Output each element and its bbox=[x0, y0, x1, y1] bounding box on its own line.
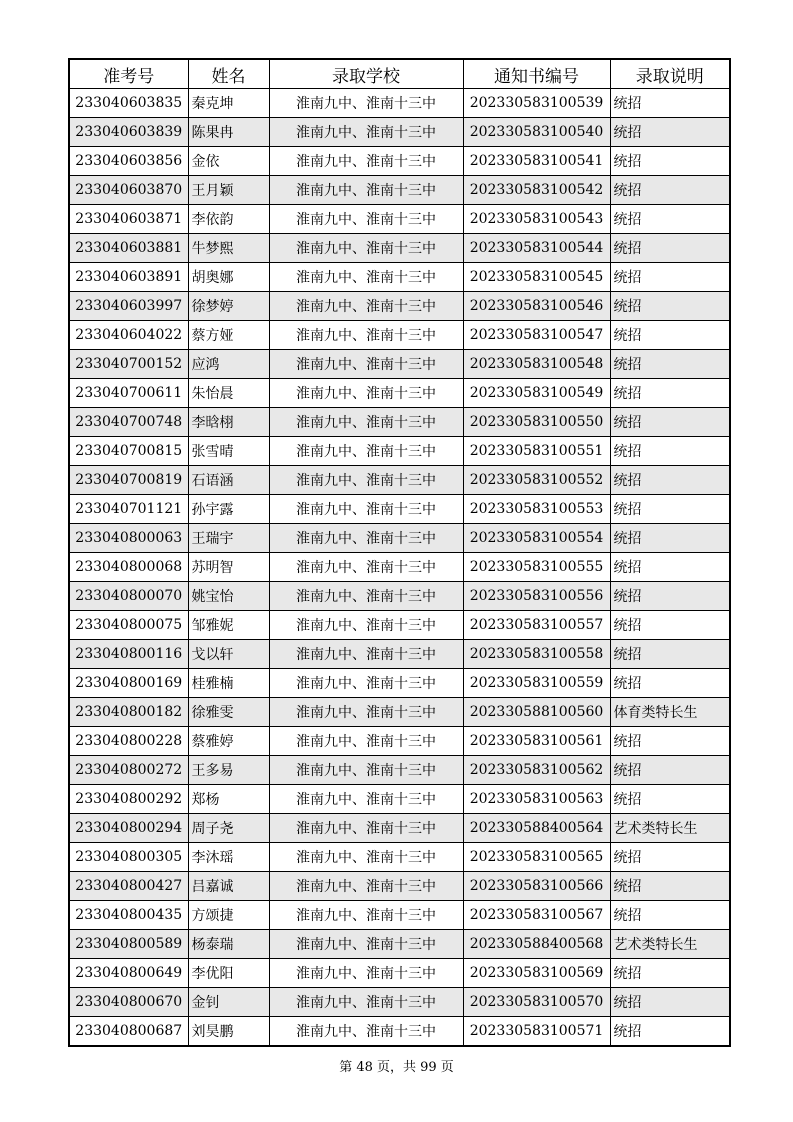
cell-notice-number: 202330583100569 bbox=[463, 959, 610, 988]
cell-exam-number: 233040800427 bbox=[69, 872, 188, 901]
cell-school: 淮南九中、淮南十三中 bbox=[269, 147, 463, 176]
cell-notice-number: 202330588400568 bbox=[463, 930, 610, 959]
page-footer: 第 48 页，共 99 页 bbox=[339, 1060, 454, 1075]
cell-name: 朱怡晨 bbox=[188, 379, 269, 408]
cell-notice-number: 202330583100542 bbox=[463, 176, 610, 205]
cell-exam-number: 233040800305 bbox=[69, 843, 188, 872]
cell-school: 淮南九中、淮南十三中 bbox=[269, 292, 463, 321]
header-name: 姓名 bbox=[188, 59, 269, 89]
cell-name: 石语涵 bbox=[188, 466, 269, 495]
cell-school: 淮南九中、淮南十三中 bbox=[269, 408, 463, 437]
cell-exam-number: 233040800169 bbox=[69, 669, 188, 698]
table-row bbox=[69, 466, 730, 495]
cell-name: 王瑞宇 bbox=[188, 524, 269, 553]
cell-school: 淮南九中、淮南十三中 bbox=[269, 698, 463, 727]
cell-notice-number: 202330583100562 bbox=[463, 756, 610, 785]
cell-name: 徐雅雯 bbox=[188, 698, 269, 727]
cell-exam-number: 233040800435 bbox=[69, 901, 188, 930]
cell-notice-number: 202330583100539 bbox=[463, 89, 610, 118]
cell-name: 徐梦婷 bbox=[188, 292, 269, 321]
cell-notice-number: 202330583100556 bbox=[463, 582, 610, 611]
cell-school: 淮南九中、淮南十三中 bbox=[269, 669, 463, 698]
cell-name: 郑杨 bbox=[188, 785, 269, 814]
cell-exam-number: 233040603835 bbox=[69, 89, 188, 118]
cell-school: 淮南九中、淮南十三中 bbox=[269, 959, 463, 988]
cell-admission-note: 统招 bbox=[610, 205, 730, 234]
cell-admission-note: 艺术类特长生 bbox=[610, 814, 730, 843]
cell-school: 淮南九中、淮南十三中 bbox=[269, 263, 463, 292]
cell-notice-number: 202330583100561 bbox=[463, 727, 610, 756]
cell-school: 淮南九中、淮南十三中 bbox=[269, 321, 463, 350]
cell-admission-note: 统招 bbox=[610, 756, 730, 785]
cell-notice-number: 202330583100565 bbox=[463, 843, 610, 872]
table-row bbox=[69, 118, 730, 147]
cell-admission-note: 统招 bbox=[610, 611, 730, 640]
cell-admission-note: 统招 bbox=[610, 89, 730, 118]
cell-notice-number: 202330583100550 bbox=[463, 408, 610, 437]
cell-exam-number: 233040800589 bbox=[69, 930, 188, 959]
cell-name: 戈以轩 bbox=[188, 640, 269, 669]
cell-school: 淮南九中、淮南十三中 bbox=[269, 756, 463, 785]
cell-admission-note: 统招 bbox=[610, 843, 730, 872]
cell-admission-note: 统招 bbox=[610, 901, 730, 930]
table-row bbox=[69, 872, 730, 901]
cell-name: 张雪晴 bbox=[188, 437, 269, 466]
cell-school: 淮南九中、淮南十三中 bbox=[269, 814, 463, 843]
cell-exam-number: 233040800292 bbox=[69, 785, 188, 814]
cell-notice-number: 202330583100559 bbox=[463, 669, 610, 698]
cell-name: 李依韵 bbox=[188, 205, 269, 234]
cell-admission-note: 统招 bbox=[610, 350, 730, 379]
cell-notice-number: 202330583100549 bbox=[463, 379, 610, 408]
table-row bbox=[69, 292, 730, 321]
table-row bbox=[69, 263, 730, 292]
cell-name: 应鸿 bbox=[188, 350, 269, 379]
cell-name: 蔡方娅 bbox=[188, 321, 269, 350]
cell-exam-number: 233040800068 bbox=[69, 553, 188, 582]
table-row bbox=[69, 321, 730, 350]
cell-admission-note: 统招 bbox=[610, 872, 730, 901]
table-row bbox=[69, 698, 730, 727]
cell-name: 牛梦熙 bbox=[188, 234, 269, 263]
table-row bbox=[69, 408, 730, 437]
table-row bbox=[69, 727, 730, 756]
cell-admission-note: 统招 bbox=[610, 727, 730, 756]
cell-admission-note: 统招 bbox=[610, 263, 730, 292]
cell-school: 淮南九中、淮南十三中 bbox=[269, 843, 463, 872]
cell-notice-number: 202330583100544 bbox=[463, 234, 610, 263]
cell-notice-number: 202330583100567 bbox=[463, 901, 610, 930]
cell-admission-note: 统招 bbox=[610, 408, 730, 437]
cell-name: 吕嘉诚 bbox=[188, 872, 269, 901]
cell-admission-note: 统招 bbox=[610, 524, 730, 553]
cell-notice-number: 202330583100554 bbox=[463, 524, 610, 553]
table-row bbox=[69, 756, 730, 785]
cell-name: 邹雅妮 bbox=[188, 611, 269, 640]
cell-exam-number: 233040800272 bbox=[69, 756, 188, 785]
cell-name: 李优阳 bbox=[188, 959, 269, 988]
cell-name: 刘昊鹏 bbox=[188, 1017, 269, 1047]
cell-exam-number: 233040603891 bbox=[69, 263, 188, 292]
header-row bbox=[69, 59, 730, 89]
table-row bbox=[69, 1017, 730, 1047]
table-row bbox=[69, 379, 730, 408]
header-admission-note: 录取说明 bbox=[610, 59, 730, 89]
header-notice-number: 通知书编号 bbox=[463, 59, 610, 89]
cell-exam-number: 233040800070 bbox=[69, 582, 188, 611]
cell-admission-note: 统招 bbox=[610, 466, 730, 495]
cell-admission-note: 统招 bbox=[610, 988, 730, 1017]
table-row bbox=[69, 814, 730, 843]
cell-school: 淮南九中、淮南十三中 bbox=[269, 611, 463, 640]
cell-exam-number: 233040800687 bbox=[69, 1017, 188, 1047]
cell-exam-number: 233040800063 bbox=[69, 524, 188, 553]
cell-name: 杨泰瑞 bbox=[188, 930, 269, 959]
cell-notice-number: 202330583100548 bbox=[463, 350, 610, 379]
cell-exam-number: 233040700815 bbox=[69, 437, 188, 466]
table-row bbox=[69, 843, 730, 872]
cell-school: 淮南九中、淮南十三中 bbox=[269, 640, 463, 669]
cell-name: 李晗栩 bbox=[188, 408, 269, 437]
cell-exam-number: 233040603997 bbox=[69, 292, 188, 321]
cell-name: 方颂捷 bbox=[188, 901, 269, 930]
cell-exam-number: 233040701121 bbox=[69, 495, 188, 524]
cell-notice-number: 202330583100551 bbox=[463, 437, 610, 466]
cell-school: 淮南九中、淮南十三中 bbox=[269, 379, 463, 408]
cell-school: 淮南九中、淮南十三中 bbox=[269, 1017, 463, 1047]
cell-school: 淮南九中、淮南十三中 bbox=[269, 988, 463, 1017]
table-row bbox=[69, 930, 730, 959]
cell-notice-number: 202330583100557 bbox=[463, 611, 610, 640]
cell-exam-number: 233040800649 bbox=[69, 959, 188, 988]
cell-name: 蔡雅婷 bbox=[188, 727, 269, 756]
cell-name: 桂雅楠 bbox=[188, 669, 269, 698]
cell-school: 淮南九中、淮南十三中 bbox=[269, 727, 463, 756]
cell-admission-note: 统招 bbox=[610, 321, 730, 350]
cell-admission-note: 统招 bbox=[610, 669, 730, 698]
cell-notice-number: 202330583100540 bbox=[463, 118, 610, 147]
cell-school: 淮南九中、淮南十三中 bbox=[269, 234, 463, 263]
cell-notice-number: 202330583100546 bbox=[463, 292, 610, 321]
cell-notice-number: 202330583100558 bbox=[463, 640, 610, 669]
cell-school: 淮南九中、淮南十三中 bbox=[269, 582, 463, 611]
cell-school: 淮南九中、淮南十三中 bbox=[269, 350, 463, 379]
cell-admission-note: 统招 bbox=[610, 785, 730, 814]
cell-notice-number: 202330588400564 bbox=[463, 814, 610, 843]
table-row bbox=[69, 901, 730, 930]
cell-school: 淮南九中、淮南十三中 bbox=[269, 176, 463, 205]
table-row bbox=[69, 669, 730, 698]
cell-admission-note: 统招 bbox=[610, 1017, 730, 1047]
cell-exam-number: 233040800182 bbox=[69, 698, 188, 727]
cell-name: 王月颖 bbox=[188, 176, 269, 205]
cell-school: 淮南九中、淮南十三中 bbox=[269, 495, 463, 524]
cell-notice-number: 202330583100553 bbox=[463, 495, 610, 524]
cell-name: 陈果冉 bbox=[188, 118, 269, 147]
cell-notice-number: 202330583100552 bbox=[463, 466, 610, 495]
cell-name: 金钊 bbox=[188, 988, 269, 1017]
cell-admission-note: 统招 bbox=[610, 176, 730, 205]
cell-name: 王多易 bbox=[188, 756, 269, 785]
cell-exam-number: 233040700152 bbox=[69, 350, 188, 379]
cell-admission-note: 统招 bbox=[610, 495, 730, 524]
cell-exam-number: 233040700819 bbox=[69, 466, 188, 495]
cell-admission-note: 艺术类特长生 bbox=[610, 930, 730, 959]
cell-notice-number: 202330583100571 bbox=[463, 1017, 610, 1047]
cell-school: 淮南九中、淮南十三中 bbox=[269, 872, 463, 901]
cell-school: 淮南九中、淮南十三中 bbox=[269, 466, 463, 495]
header-exam-number: 准考号 bbox=[69, 59, 188, 89]
cell-exam-number: 233040700748 bbox=[69, 408, 188, 437]
table-row bbox=[69, 437, 730, 466]
table-row bbox=[69, 988, 730, 1017]
cell-admission-note: 统招 bbox=[610, 379, 730, 408]
cell-admission-note: 统招 bbox=[610, 118, 730, 147]
cell-admission-note: 统招 bbox=[610, 437, 730, 466]
table-row bbox=[69, 147, 730, 176]
cell-admission-note: 统招 bbox=[610, 147, 730, 176]
table-row bbox=[69, 350, 730, 379]
cell-admission-note: 体育类特长生 bbox=[610, 698, 730, 727]
cell-exam-number: 233040604022 bbox=[69, 321, 188, 350]
admission-table bbox=[68, 58, 731, 1047]
table-row bbox=[69, 785, 730, 814]
cell-notice-number: 202330588100560 bbox=[463, 698, 610, 727]
cell-school: 淮南九中、淮南十三中 bbox=[269, 785, 463, 814]
table-row bbox=[69, 495, 730, 524]
cell-name: 周子尧 bbox=[188, 814, 269, 843]
cell-school: 淮南九中、淮南十三中 bbox=[269, 524, 463, 553]
cell-school: 淮南九中、淮南十三中 bbox=[269, 553, 463, 582]
cell-admission-note: 统招 bbox=[610, 292, 730, 321]
table-row bbox=[69, 553, 730, 582]
cell-school: 淮南九中、淮南十三中 bbox=[269, 930, 463, 959]
cell-school: 淮南九中、淮南十三中 bbox=[269, 437, 463, 466]
cell-notice-number: 202330583100563 bbox=[463, 785, 610, 814]
cell-school: 淮南九中、淮南十三中 bbox=[269, 901, 463, 930]
cell-notice-number: 202330583100570 bbox=[463, 988, 610, 1017]
cell-notice-number: 202330583100566 bbox=[463, 872, 610, 901]
cell-exam-number: 233040603881 bbox=[69, 234, 188, 263]
table-row bbox=[69, 959, 730, 988]
cell-exam-number: 233040800228 bbox=[69, 727, 188, 756]
cell-admission-note: 统招 bbox=[610, 553, 730, 582]
cell-exam-number: 233040603871 bbox=[69, 205, 188, 234]
cell-name: 姚宝怡 bbox=[188, 582, 269, 611]
header-school: 录取学校 bbox=[269, 59, 463, 89]
cell-exam-number: 233040700611 bbox=[69, 379, 188, 408]
table-row bbox=[69, 89, 730, 118]
cell-name: 胡奥娜 bbox=[188, 263, 269, 292]
cell-name: 孙宇露 bbox=[188, 495, 269, 524]
cell-admission-note: 统招 bbox=[610, 640, 730, 669]
table-row bbox=[69, 640, 730, 669]
cell-exam-number: 233040800116 bbox=[69, 640, 188, 669]
cell-name: 苏明智 bbox=[188, 553, 269, 582]
cell-exam-number: 233040800294 bbox=[69, 814, 188, 843]
cell-name: 秦克坤 bbox=[188, 89, 269, 118]
table-row bbox=[69, 205, 730, 234]
cell-name: 金依 bbox=[188, 147, 269, 176]
cell-exam-number: 233040603856 bbox=[69, 147, 188, 176]
cell-notice-number: 202330583100555 bbox=[463, 553, 610, 582]
table-row bbox=[69, 524, 730, 553]
table-row bbox=[69, 234, 730, 263]
table-row bbox=[69, 176, 730, 205]
cell-name: 李沐瑶 bbox=[188, 843, 269, 872]
cell-school: 淮南九中、淮南十三中 bbox=[269, 118, 463, 147]
cell-notice-number: 202330583100547 bbox=[463, 321, 610, 350]
cell-exam-number: 233040800670 bbox=[69, 988, 188, 1017]
cell-school: 淮南九中、淮南十三中 bbox=[269, 205, 463, 234]
cell-exam-number: 233040603839 bbox=[69, 118, 188, 147]
table-row bbox=[69, 582, 730, 611]
cell-exam-number: 233040800075 bbox=[69, 611, 188, 640]
cell-admission-note: 统招 bbox=[610, 234, 730, 263]
cell-exam-number: 233040603870 bbox=[69, 176, 188, 205]
cell-notice-number: 202330583100541 bbox=[463, 147, 610, 176]
cell-admission-note: 统招 bbox=[610, 582, 730, 611]
cell-admission-note: 统招 bbox=[610, 959, 730, 988]
cell-school: 淮南九中、淮南十三中 bbox=[269, 89, 463, 118]
table-row bbox=[69, 611, 730, 640]
cell-notice-number: 202330583100543 bbox=[463, 205, 610, 234]
cell-notice-number: 202330583100545 bbox=[463, 263, 610, 292]
